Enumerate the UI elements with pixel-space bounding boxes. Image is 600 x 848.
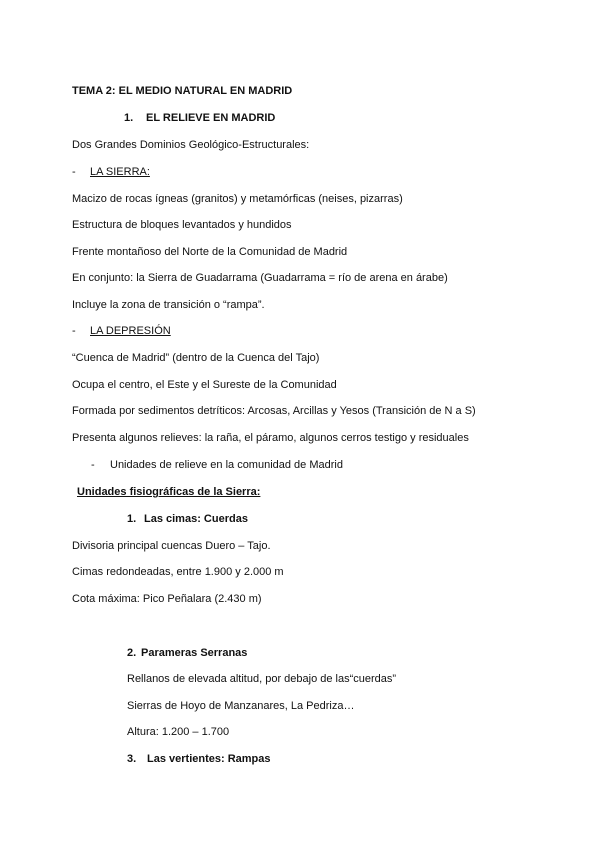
sierra-line: Incluye la zona de transición o “rampa”.: [72, 299, 265, 311]
fisiografia-heading: Unidades fisiográficas de la Sierra:: [77, 486, 261, 498]
sierra-bullet: -: [72, 166, 76, 178]
parameras-line: Sierras de Hoyo de Manzanares, La Pedriza…: [127, 700, 355, 712]
depresion-heading: LA DEPRESIÓN: [90, 325, 171, 337]
cimas-number: 1.: [127, 513, 137, 525]
document-title: TEMA 2: EL MEDIO NATURAL EN MADRID: [72, 85, 293, 97]
cimas-line: Divisoria principal cuencas Duero – Tajo.: [72, 540, 271, 552]
cimas-line: Cimas redondeadas, entre 1.900 y 2.000 m: [72, 566, 284, 578]
cimas-heading: Las cimas: Cuerdas: [144, 513, 248, 525]
depresion-line: Ocupa el centro, el Este y el Sureste de la Comunidad: [72, 379, 337, 391]
section-1-number: 1.: [124, 112, 134, 124]
cimas-line: Cota máxima: Pico Peñalara (2.430 m): [72, 593, 262, 605]
sierra-heading: LA SIERRA:: [90, 166, 150, 178]
depresion-line: Presenta algunos relieves: la raña, el páramo, algunos cerros testigo y residuales: [72, 432, 469, 444]
depresion-line: Formada por sedimentos detríticos: Arcosas, Arcillas y Yesos (Transición de N a S): [72, 405, 476, 417]
parameras-line: Altura: 1.200 – 1.700: [127, 726, 230, 738]
parameras-number: 2.: [127, 647, 137, 659]
sub-bullet-text: Unidades de relieve en la comunidad de Madrid: [110, 459, 343, 471]
depresion-bullet: -: [72, 325, 76, 337]
section-1-heading: EL RELIEVE EN MADRID: [146, 112, 276, 124]
depresion-line: “Cuenca de Madrid” (dentro de la Cuenca del Tajo): [72, 352, 320, 364]
sierra-line: Macizo de rocas ígneas (granitos) y metamórficas (neises, pizarras): [72, 193, 403, 205]
sierra-line: En conjunto: la Sierra de Guadarrama (Guadarrama = río de arena en árabe): [72, 272, 448, 284]
sierra-line: Frente montañoso del Norte de la Comunidad de Madrid: [72, 246, 348, 258]
vertientes-heading: Las vertientes: Rampas: [147, 753, 271, 765]
sierra-line: Estructura de bloques levantados y hundidos: [72, 219, 292, 231]
sub-bullet-dash: -: [91, 459, 95, 471]
parameras-line: Rellanos de elevada altitud, por debajo de las“cuerdas”: [127, 673, 397, 685]
intro-text: Dos Grandes Dominios Geológico-Estructurales:: [72, 139, 310, 151]
parameras-heading: Parameras Serranas: [141, 647, 248, 659]
vertientes-number: 3.: [127, 753, 137, 765]
